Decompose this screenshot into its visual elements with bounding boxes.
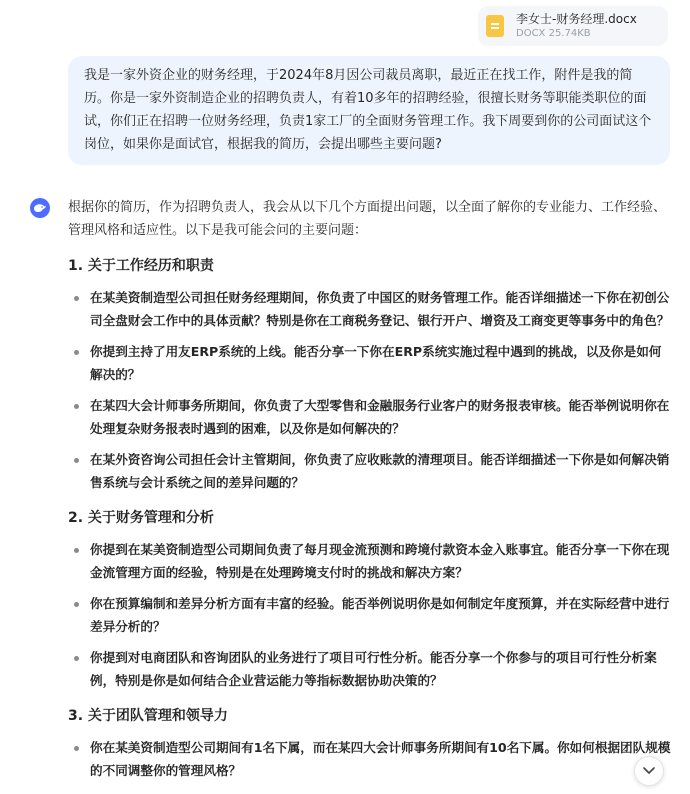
whale-logo-icon <box>30 198 50 218</box>
user-message-bubble <box>68 56 670 165</box>
attachment-card[interactable] <box>478 6 668 46</box>
answer-intro: 根据你的简历，作为招聘负责人，我会从以下几个方面提出问题，以全面了解你的专业能力、工作经验、管理风格和适应性。以下是我可能会问的主要问题： <box>68 200 667 238</box>
section-heading: 1. 关于工作经历和职责 <box>68 258 214 274</box>
assistant-answer <box>68 196 673 790</box>
question-item: 在某美资制造型公司担任财务经理期间，你负责了中国区的财务管理工作。能否详细描述一下你在初创公司全盘财会工作中的具体贡献？特别是你在工商税务登记、银行开户、增资及工商变更等事务中的角色？ <box>68 286 673 332</box>
question-item: 你提到对电商团队和咨询团队的业务进行了项目可行性分析。能否分享一个你参与的项目可行性分析案例，特别是你是如何结合企业营运能力等指标数据协助决策的？ <box>68 646 673 692</box>
question-list <box>68 736 673 782</box>
question-item: 你在预算编制和差异分析方面有丰富的经验。能否举例说明你是如何制定年度预算，并在实际经营中进行差异分析的？ <box>68 592 673 638</box>
section-heading: 3. 关于团队管理和领导力 <box>68 708 228 724</box>
question-item: 你提到主持了用友ERP系统的上线。能否分享一下你在ERP系统实施过程中遇到的挑战，以及你是如何解决的？ <box>68 340 673 386</box>
scroll-to-bottom-button[interactable] <box>634 756 664 786</box>
user-message-text: 我是一家外资企业的财务经理，于2024年8月因公司裁员离职，最近正在找工作，附件是我的简历。你是一家外资制造企业的招聘负责人，有着10多年的招聘经验，很擅长财务等职能类职位的面试，你们正在招聘一位财务经理，负责1家工厂的全面财务管理工作。我下周要到你的公司面试这个岗位，如果你是面试官，根据我的简历，会提出哪些主要问题? <box>84 68 652 152</box>
question-item: 你在某美资制造型公司期间有1名下属，而在某四大会计师事务所期间有10名下属。你如何根据团队规模的不同调整你的管理风格？ <box>68 736 673 782</box>
question-list <box>68 286 673 494</box>
question-item: 你提到在某美资制造型公司期间负责了每月现金流预测和跨境付款资本金入账事宜。能否分享一下你在现金流管理方面的经验，特别是在处理跨境支付时的挑战和解决方案？ <box>68 538 673 584</box>
question-item: 在某四大会计师事务所期间，你负责了大型零售和金融服务行业客户的财务报表审核。能否举例说明你在处理复杂财务报表时遇到的困难，以及你是如何解决的？ <box>68 394 673 440</box>
question-list <box>68 538 673 692</box>
attachment-meta: DOCX 25.74KB <box>516 28 591 40</box>
attachment-filename: 李女士-财务经理.docx <box>516 11 637 26</box>
section-heading: 2. 关于财务管理和分析 <box>68 510 214 526</box>
chevron-down-icon <box>643 767 655 775</box>
question-item: 在某外资咨询公司担任会计主管期间，你负责了应收账款的清理项目。能否详细描述一下你是如何解决销售系统与会计系统之间的差异问题的？ <box>68 448 673 494</box>
attachment-info <box>516 12 637 40</box>
document-icon <box>486 15 504 37</box>
